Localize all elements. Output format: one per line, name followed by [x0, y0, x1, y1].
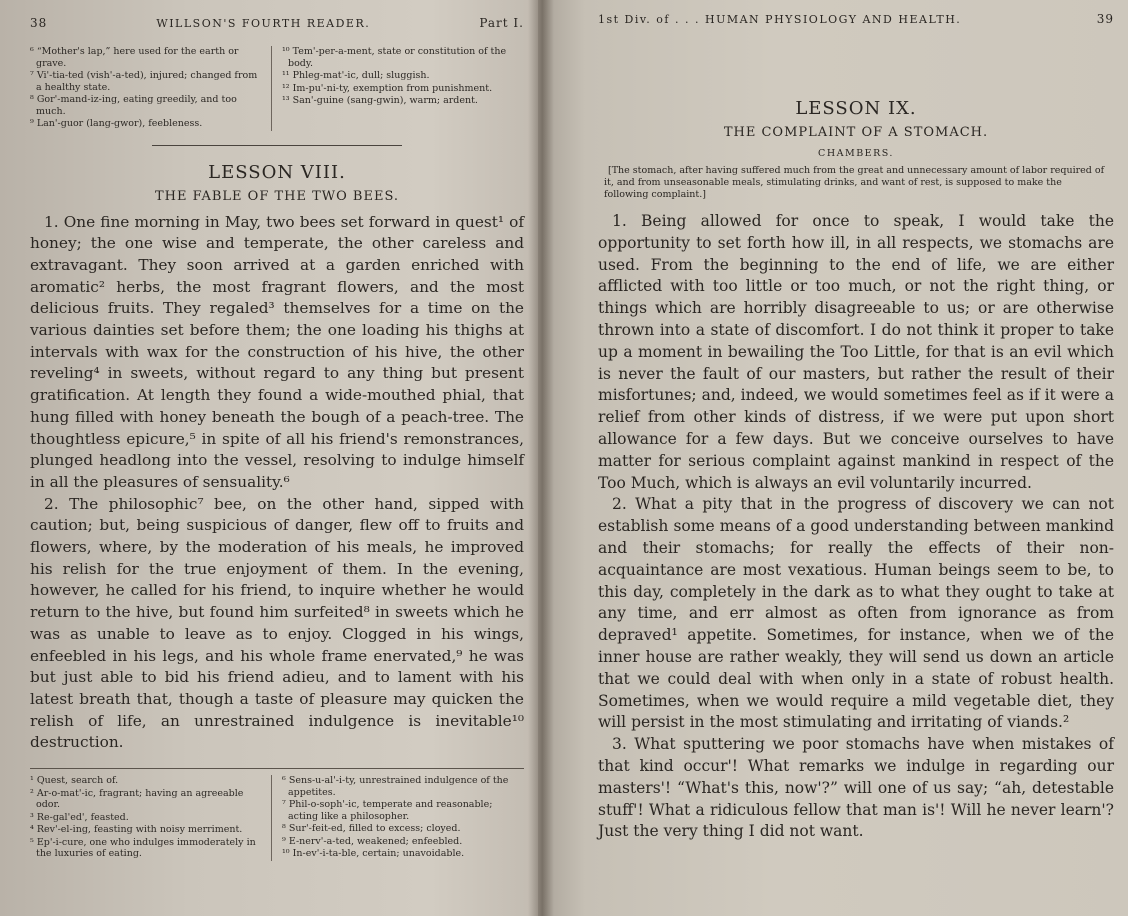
left-part-label: Part I. — [479, 16, 524, 30]
right-running-head — [598, 12, 1114, 40]
left-bottom-footnotes — [30, 768, 524, 861]
lesson-viii-body — [30, 212, 524, 755]
lesson-ix-body — [598, 211, 1114, 843]
top-notes-col-left — [30, 46, 272, 131]
footnote: ¹⁰ In-ev'-i-ta-ble, certain; unavoidable. — [282, 848, 465, 860]
paragraph: 1. Being allowed for once to speak, I would take the opportunity to set forth how ill, in all respects, we stomachs are used. From the beginning to the end of life, we are either afflicted with too little or too much, or not the right thing, or things which are horribly disagreeable to us; or are otherwise thrown into a state of discomfort. I do not think it proper to take up a moment in bewailing the Too Little, for that is an evil which is never the fault of our masters, but rather the result of their misfortunes; and, indeed, we would sometimes feel as if it were a relief from other kinds of distress, if we were put upon short allowance for a few days. But we conceive ourselves to have matter for serious complaint against mankind in respect of the Too Much, which is always an evil voluntarily incurred. — [598, 212, 1114, 492]
left-top-footnotes — [30, 46, 524, 131]
book-gutter — [528, 0, 554, 916]
left-page — [0, 0, 538, 916]
footnote: ⁴ Rev'-el-ing, feasting with noisy merriment. — [30, 824, 243, 836]
footnote: ⁹ E-nerv'-a-ted, weakened; enfeebled. — [282, 835, 463, 847]
footnote: ⁸ Sur'-feit-ed, filled to excess; cloyed. — [282, 823, 461, 835]
spacer — [598, 40, 1114, 98]
bottom-notes-col-right — [282, 775, 524, 861]
footnote: ⁷ Vi'-tia-ted (vish'-a-ted), injured; changed from a healthy state. — [30, 70, 258, 93]
paragraph: 3. What sputtering we poor stomachs have when mistakes of that kind occur'! What remarks we indulge in regarding our masters'! “What's this, now'?” will one of us say; “ah, detestable stuff'! What a ridiculous fellow that man is'! Will he never learn'? Just the very thing I did not want. — [598, 735, 1114, 841]
footnote: ² Ar-o-mat'-ic, fragrant; having an agreeable odor. — [30, 787, 244, 811]
footnote: ¹¹ Phleg-mat'-ic, dull; sluggish. — [282, 70, 430, 81]
left-running-head — [30, 16, 524, 44]
bottom-notes-col-left — [30, 775, 272, 861]
lesson-ix-title: LESSON IX. — [795, 98, 917, 119]
right-page — [538, 0, 1128, 916]
footnote: ⁹ Lan'-guor (lang-gwor), feebleness. — [30, 118, 203, 129]
right-running-title: 1st Div. of . . . HUMAN PHYSIOLOGY AND HEALTH. — [598, 13, 962, 26]
paragraph: 2. What a pity that in the progress of discovery we can not establish some means of a good understanding between mankind and their stomachs; for really the effects of their non-acquaintance are most vexatious. Human beings seem to be, to this day, completely in the dark as to what they ought to take at any time, and err almost as often from ignorance as from depraved¹ appetite. Sometimes, for instance, when we of the inner house are rather weakly, they will send us down an article that we could deal with when only in a state of robust health. Sometimes, when we would require a mild vegetable diet, they will persist in the most stimulating and irritating of viands.² — [598, 495, 1114, 732]
footnote: ⁶ “Mother's lap,” here used for the earth or grave. — [30, 46, 239, 69]
top-notes-col-right — [282, 46, 524, 131]
paragraph: 2. The philosophic⁷ bee, on the other hand, sipped with caution; but, being suspicious of danger, flew off to fruits and flowers, where, by the moderation of his meals, he improved his relish for the true enjoyment of them. In the evening, however, he called for his friend, to inquire whether he would return to the hive, but found him surfeited⁸ in sweets which he was as unable to leave as to enjoy. Clogged in his wings, enfeebled in his legs, and his whole frame enervated,⁹ he was but just able to bid his friend adieu, and to lament with his latest breath that, though a taste of pleasure may quicken the relish of life, an unrestrained indulgence is inevitable¹⁰ destruction. — [30, 494, 524, 752]
footnote: ⁸ Gor'-mand-iz-ing, eating greedily, and too much. — [30, 94, 237, 117]
left-page-number: 38 — [30, 16, 48, 30]
footnote: ⁶ Sens-u-al'-i-ty, unrestrained indulgence of the appetites. — [282, 775, 509, 798]
lesson-preface: [The stomach, after having suffered much from the great and unnecessary amount of labor required of it, and from unseasonable meals, stimulating drinks, and want of rest, is supposed to make the following complaint.] — [604, 165, 1105, 200]
footnote: ¹² Im-pu'-ni-ty, exemption from punishment. — [282, 82, 493, 94]
footnote: ⁷ Phil-o-soph'-ic, temperate and reasonable; acting like a philosopher. — [282, 799, 493, 822]
lesson-viii-title: LESSON VIII. — [208, 161, 346, 183]
lesson-viii-subtitle: THE FABLE OF THE TWO BEES. — [154, 188, 400, 204]
lesson-ix-subtitle: THE COMPLAINT OF A STOMACH. — [723, 125, 989, 140]
author-credit: CHAMBERS. — [818, 148, 894, 159]
left-running-title: WILLSON'S FOURTH READER. — [156, 17, 371, 30]
footnote: ¹ Quest, search of. — [30, 775, 119, 787]
footnote: ³ Re-gal'ed', feasted. — [30, 811, 129, 823]
footnote: ¹³ San'-guine (sang-gwin), warm; ardent. — [282, 95, 478, 106]
footnote: ⁵ Ep'-i-cure, one who indulges immoderately in the luxuries of eating. — [30, 836, 256, 860]
paragraph: 1. One fine morning in May, two bees set forward in quest¹ of honey; the one wise and temperate, the other careless and extravagant. They soon arrived at a garden enriched with aromatic² herbs, the most fragrant flowers, and the most delicious fruits. They regaled³ themselves for a time on the various dainties set before them; the one loading his thighs at intervals with wax for the construction of his hive, the other reveling⁴ in sweets, without regard to any thing but present gratification. At length they found a wide-mouthed phial, that hung filled with honey beneath the bough of a peach-tree. The thoughtless epicure,⁵ in spite of all his friend's remonstrances, plunged headlong into the vessel, resolving to indulge himself in all the pleasures of sensuality.⁶ — [30, 212, 524, 491]
right-page-number: 39 — [1096, 12, 1114, 26]
footnote: ¹⁰ Tem'-per-a-ment, state or constitution of the body. — [282, 46, 507, 69]
section-divider — [152, 145, 402, 146]
